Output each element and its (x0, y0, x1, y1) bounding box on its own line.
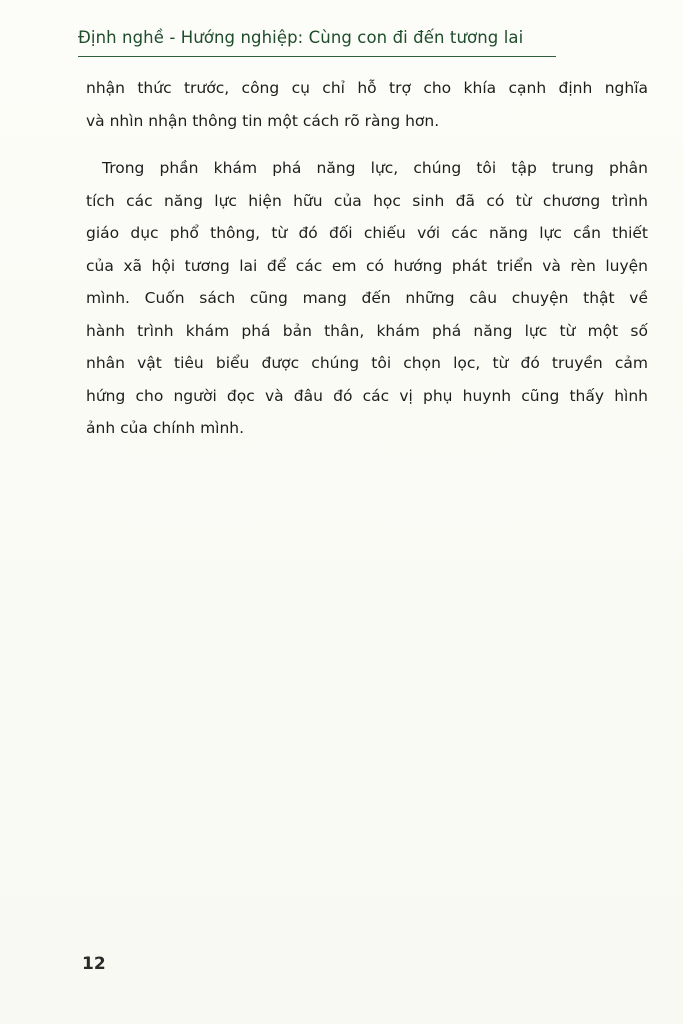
text-line: mình. Cuốn sách cũng mang đến những câu chuyện thật về (86, 289, 648, 307)
header-divider (78, 56, 556, 57)
page-number: 12 (82, 954, 106, 974)
text-line: và nhìn nhận thông tin một cách rõ ràng hơn. (86, 111, 440, 130)
text-line: hứng cho người đọc và đâu đó các vị phụ huynh cũng thấy hình (86, 386, 648, 405)
paragraph (86, 72, 648, 137)
text-line: của xã hội tương lai để các em có hướng phát triển và rèn luyện (86, 256, 648, 275)
text-line: tích các năng lực hiện hữu của học sinh đã có từ chương trình (86, 191, 648, 210)
paragraph (86, 152, 648, 445)
text-line: ảnh của chính mình. (86, 419, 245, 437)
running-header-title: Định nghề - Hướng nghiệp: Cùng con đi đến tương lai (78, 28, 524, 47)
text-line: Trong phần khám phá năng lực, chúng tôi tập trung phân (102, 159, 648, 177)
text-line: nhận thức trước, công cụ chỉ hỗ trợ cho khía cạnh định nghĩa (86, 79, 648, 97)
text-line: giáo dục phổ thông, từ đó đối chiếu với các năng lực cần thiết (86, 224, 648, 242)
text-line: hành trình khám phá bản thân, khám phá năng lực từ một số (86, 321, 648, 340)
body-text (86, 72, 648, 445)
text-line: nhân vật tiêu biểu được chúng tôi chọn lọc, từ đó truyền cảm (86, 354, 648, 372)
